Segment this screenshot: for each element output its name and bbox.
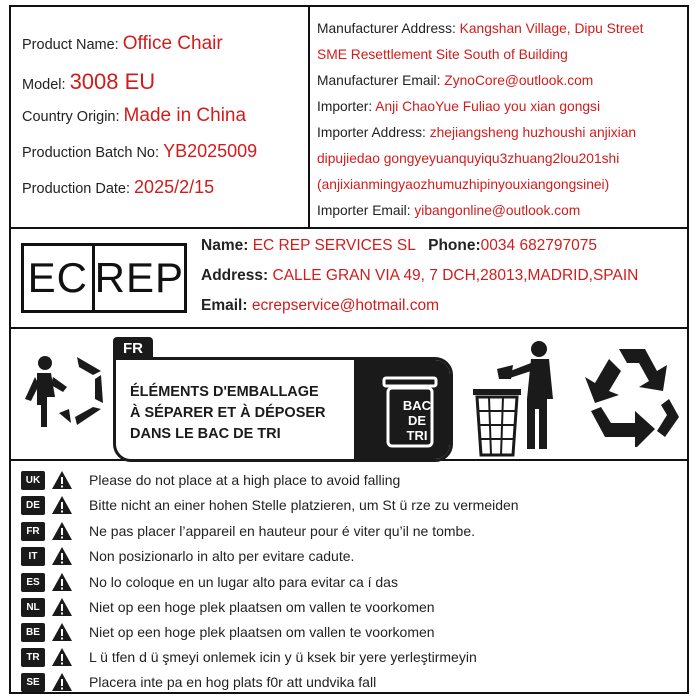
manufacturer-email-value: ZynoCore@outlook.com: [444, 73, 594, 88]
recycling-info-block: [113, 337, 455, 463]
date-row: [22, 177, 214, 198]
ec-rep-phone-label: Phone:: [428, 237, 481, 254]
importer-address-row: [317, 125, 636, 140]
ec-rep-email-value: ecrepservice@hotmail.com: [251, 297, 439, 314]
recycling-line-2: À SÉPARER ET À DÉPOSER: [130, 405, 326, 421]
country-code-badge: UK: [21, 471, 45, 490]
warning-row-se: [21, 671, 376, 693]
product-name-label: Product Name:: [22, 37, 119, 53]
recycling-text: [130, 382, 326, 445]
warning-icon: [51, 647, 73, 667]
warning-row-nl: [21, 596, 435, 618]
country-code-badge: BE: [21, 623, 45, 642]
model-label: Model:: [22, 77, 66, 93]
warning-icon: [51, 572, 73, 592]
model-row: [22, 69, 155, 95]
warning-icon: [51, 495, 73, 515]
importer-address-line2: [317, 151, 619, 166]
country-code-badge: NL: [21, 598, 45, 617]
recycling-info-panel: [113, 357, 453, 462]
ec-rep-phone-value: 0034 682797075: [480, 237, 598, 254]
product-name-value: Office Chair: [122, 33, 223, 54]
warning-text: Ne pas placer l’appareil en hauteur pour é viter qu’il ne tombe.: [89, 523, 476, 539]
divider-2: [11, 327, 687, 329]
sorting-bin-label: [387, 398, 447, 443]
ec-rep-address-value: CALLE GRAN VIA 49, 7 DCH,28013,MADRID,SPAIN: [272, 267, 639, 284]
country-code-badge: DE: [21, 496, 45, 515]
importer-value: Anji ChaoYue Fuliao you xian gongsi: [375, 99, 601, 114]
warning-row-de: [21, 494, 519, 516]
manufacturer-address-value-2: SME Resettlement Site South of Building: [317, 47, 568, 62]
importer-address-value-2: dipujiedao gongyeyuanquyiqu3zhuang2lou201shi: [317, 151, 620, 166]
importer-row: [317, 99, 600, 114]
country-code-badge: ES: [21, 573, 45, 592]
date-value: 2025/2/15: [134, 177, 215, 197]
importer-address-value-3: (anjixianmingyaozhumuzhipinyouxiangongsinei): [317, 177, 610, 192]
warning-text: Non posizionarlo in alto per evitare cadute.: [89, 548, 355, 564]
warning-icon: [51, 546, 73, 566]
ec-rep-email-label: Email:: [201, 297, 248, 314]
ec-rep-logo: [21, 243, 187, 313]
importer-email-row: [317, 203, 580, 218]
divider-vertical: [308, 7, 310, 227]
importer-address-label: Importer Address:: [317, 125, 426, 140]
manufacturer-email-row: [317, 73, 593, 88]
recycle-icon: [579, 341, 685, 447]
warning-text: Placera inte pa en hog plats f0r att undvika fall: [89, 674, 377, 690]
warning-icon: [51, 597, 73, 617]
divider-1: [11, 227, 687, 229]
manufacturer-address-line2: [317, 47, 568, 62]
fr-tag: FR: [113, 337, 153, 359]
warning-row-es: [21, 571, 398, 593]
origin-label: Country Origin:: [22, 109, 120, 125]
importer-email-value: yibangonline@outlook.com: [414, 203, 581, 218]
manufacturer-address-label: Manufacturer Address:: [317, 21, 456, 36]
origin-row: [22, 105, 246, 127]
warning-text: Niet op een hoge plek plaatsen om vallen te voorkomen: [89, 624, 435, 640]
date-label: Production Date:: [22, 181, 131, 197]
bin-line-3: TRI: [406, 428, 428, 443]
manufacturer-email-label: Manufacturer Email:: [317, 73, 441, 88]
batch-row: [22, 141, 257, 162]
warning-icon: [51, 470, 73, 490]
product-name-row: [22, 33, 223, 55]
bin-line-1: BAC: [402, 398, 432, 413]
country-code-badge: TR: [21, 648, 45, 667]
country-code-badge: FR: [21, 522, 45, 541]
ec-rep-name-value: EC REP SERVICES SL: [252, 237, 416, 254]
warning-row-uk: [21, 469, 400, 491]
ec-rep-logo-left: EC: [27, 254, 88, 301]
importer-email-label: Importer Email:: [317, 203, 411, 218]
importer-address-value: zhejiangsheng huzhoushi anjixian: [429, 125, 637, 140]
recycling-line-1: ÉLÉMENTS D'EMBALLAGE: [130, 384, 319, 400]
triman-icon: [17, 347, 107, 437]
country-code-badge: SE: [21, 673, 45, 692]
origin-value: Made in China: [123, 105, 247, 126]
recycling-line-3: DANS LE BAC DE TRI: [130, 426, 281, 442]
importer-address-line3: [317, 177, 609, 192]
importer-label: Importer:: [317, 99, 373, 114]
warning-row-fr: [21, 520, 475, 542]
batch-label: Production Batch No:: [22, 145, 160, 161]
warning-row-be: [21, 621, 435, 643]
warning-text: L ü tfen d ü şmeyi onlemek icin y ü ksek bir yere yerleştirmeyin: [89, 649, 477, 665]
ec-rep-name-row: [201, 237, 597, 255]
warning-text: Niet op een hoge plek plaatsen om vallen te voorkomen: [89, 599, 435, 615]
warning-text: Bitte nicht an einer hohen Stelle platzieren, um St ü rze zu vermeiden: [89, 497, 519, 513]
trash-bin-person-icon: [469, 339, 569, 459]
ec-rep-address-label: Address:: [201, 267, 269, 284]
ec-rep-email-row: [201, 297, 439, 315]
ec-rep-logo-right: REP: [94, 254, 184, 301]
warning-icon: [51, 622, 73, 642]
warning-text: No lo coloque en un lugar alto para evitar ca í das: [89, 574, 398, 590]
manufacturer-address-row: [317, 21, 643, 36]
warning-row-tr: [21, 646, 477, 668]
warning-icon: [51, 521, 73, 541]
label-frame: [9, 5, 689, 694]
model-value: 3008 EU: [69, 69, 156, 94]
ec-rep-name-label: Name:: [201, 237, 249, 254]
country-code-badge: IT: [21, 547, 45, 566]
ec-rep-address-row: [201, 267, 638, 285]
warning-icon: [51, 672, 73, 692]
batch-value: YB2025009: [163, 141, 258, 161]
warning-row-it: [21, 545, 354, 567]
warning-text: Please do not place at a high place to avoid falling: [89, 472, 401, 488]
manufacturer-address-value: Kangshan Village, Dipu Street: [459, 21, 644, 36]
bin-line-2: DE: [407, 413, 427, 428]
